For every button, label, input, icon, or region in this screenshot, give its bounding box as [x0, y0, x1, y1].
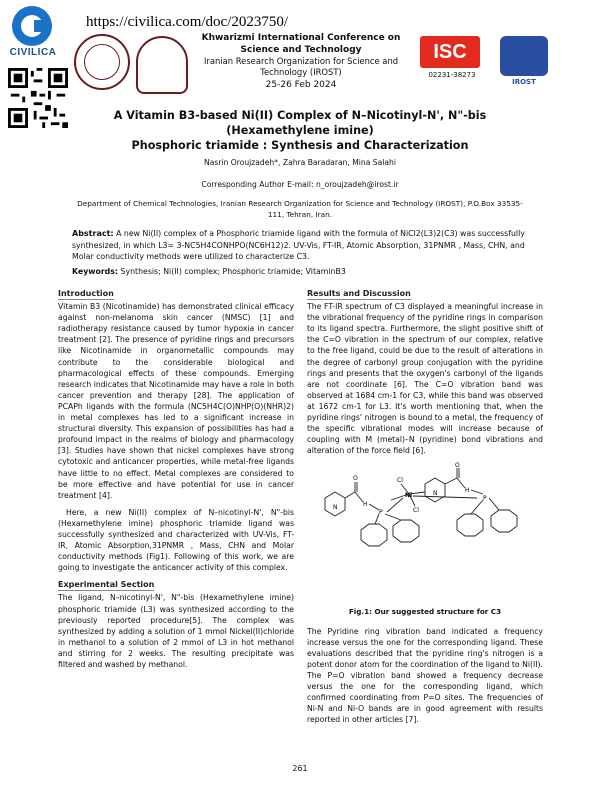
introduction-heading: Introduction: [58, 288, 114, 300]
carbonyl-o-left: O: [353, 475, 358, 483]
document-url[interactable]: https://civilica.com/doc/2023750/: [86, 14, 289, 30]
irost-mark-icon: [500, 36, 548, 76]
keywords-label: Keywords:: [72, 267, 119, 276]
abstract: [72, 228, 542, 263]
abstract-text: A new Ni(II) complex of a Phosphoric triamide ligand with the formula of NiCl2(L3)2(C3) was successfully synthesized, in which L3= 3-NC5H4CONHPO(NC6H12)2. UV-Vis, FT-IR, Atomic Absorption, 31PNMR , Mass, CHN, and Molar conductivity methods were utilized to characterize C3.: [72, 229, 525, 262]
left-column: [58, 288, 294, 676]
affiliation: Department of Chemical Technologies, Iranian Research Organization for Science and Technology (IROST), P.O.Box 33535-111, Tehran, Iran.: [77, 199, 523, 219]
right-azepane-ring-2: [491, 510, 517, 532]
conference-org-line1: Iranian Research Organization for Science and: [203, 56, 399, 66]
amide-h-right: H: [465, 487, 470, 495]
right-column: [307, 288, 543, 731]
introduction-paragraph-2: Here, a new Ni(II) complex of N–nicotinyl-N', N"-bis (Hexamethylene imine) phosphoric triamide ligand was successfully synthesized and characterized with UV-Vis, FT-IR, Atomic Absorption,31PNMR , Mass, CHN and Molar conductivity methods (Fig1). Following of this work, we are going to investigate the anticancer activity of this complex.: [58, 507, 294, 573]
phosphorus-left: P: [379, 509, 383, 517]
conference-title-line2: Science and Technology: [240, 45, 362, 55]
nickel-center: Ni: [405, 492, 413, 500]
experimental-paragraph: The ligand, N–nicotinyl-N', N"-bis (Hexamethylene imine) phosphoric triamide (L3) was synthesized according to the previously reported procedure[5]. The complex was synthesized by adding a solution of 1 mmol Nickel(II)chloride in methanol to a solution of 2 mmol of L3 in hot methanol and stirring for 2 weeks. The resulting precipitate was filtered and washed by methanol.: [58, 593, 294, 669]
phosphorus-right: P: [483, 495, 487, 503]
results-paragraph-2: The Pyridine ring vibration band indicated a frequency increase versus the one for the corresponding ligand. These evaluations described that the pyridine ring's nitrogen is a potent donor atom for the coordination of the ligand to Ni(II). The P=O vibration band showed a frequency decrease versus the one for the corresponding ligand, which confirmed coordinating from P=O sites. The frequencies of Ni-N and Ni-O bands are in good agreement with results reported in other articles [7].: [307, 626, 543, 725]
paper-title: [60, 108, 540, 153]
paper-title-line2: Phosphoric triamide : Synthesis and Characterization: [131, 139, 469, 152]
keywords-text: Synthesis; Ni(II) complex; Phosphoric triamide; VitaminB3: [120, 267, 346, 276]
conference-org-line2: Technology (IROST): [260, 67, 342, 77]
civilica-logo[interactable]: [4, 6, 62, 58]
pyridine-n-right: N: [433, 490, 438, 498]
left-azepane-ring-2: [393, 520, 419, 542]
carbonyl-o-right: O: [455, 462, 460, 470]
introduction-paragraph-1: Vitamin B3 (Nicotinamide) has demonstrated clinical efficacy against non-melanoma skin cancer (NMSC) [1] and radiotherapy resistance caused by tumor hypoxia in cancer treatment [2]. The presence of pyridine rings and precursors like Nicotinamide in organometallic compounds may contribute to the considerable biological and pharmacological effects of these compounds. Emerging research indicates that Nicotinamide may have a role in both cancer prevention and therapy [28]. The application of PCAPh ligands with the formula (NC5H4C(O)NHP(O)(NHR)2) in metal complexes has led to a significant increase in structural diversity. This expansion of possibilities has had a profound impact in the realms of biology and pharmacology [3]. Studies have shown that nickel complexes have strong cytotoxic and anticancer properties, while metal-free ligands have little to no effect. Metal complexes are considered to be more effective and have potential for use in cancer treatment [4].: [58, 302, 294, 500]
irost-label: IROST: [512, 78, 536, 86]
pyridine-n-left: N: [333, 504, 338, 512]
keywords: [72, 266, 542, 277]
khwarizmi-award-icon: [136, 36, 188, 94]
results-heading: Results and Discussion: [307, 288, 411, 300]
experimental-heading: Experimental Section: [58, 579, 154, 591]
structure-diagram: [307, 462, 543, 604]
isc-logo: [420, 36, 484, 86]
chloride-top: Cl: [397, 477, 403, 485]
author-list: Nasrin Oroujzadeh*, Zahra Baradaran, Mina Salahi: [204, 158, 396, 167]
right-azepane-ring-1: [457, 514, 483, 536]
results-paragraph-1: The FT-IR spectrum of C3 displayed a meaningful increase in the vibrational frequency of the pyridine rings in comparison to its ligand spectra. Furthermore, the slight positive shift of the C=O vibration in the spectrum of our complex, relative to the free ligand, could be due to the result of alterations in the degree of carbonyl group conjugation with the pyridine rings and presents that the oxygen's carbonyl of the ligands are not coordinate [6]. The C=O vibration band was observed at 1684 cm-1 for C3, while this band was observed at 1672 cm-1 for L3. It's worth mentioning that, when the pyridine rings' nitrogen is bound to a metal, the frequency of the specific vibrational modes will increase because of coupling with M (metal)–N (pyridine) bond vibrations and alteration of the force field [6].: [307, 302, 543, 456]
amide-h-left: H: [363, 501, 368, 509]
conference-seal-icon: [74, 34, 130, 90]
isc-label: ISC: [420, 36, 480, 68]
chloride-bottom: Cl: [413, 507, 419, 515]
page-number: 261: [292, 764, 308, 773]
corresponding-author: Corresponding Author E-mail: n_oroujzadeh@irost.ir: [201, 180, 399, 189]
paper-title-line1: A Vitamin B3-based Ni(II) Complex of N–Nicotinyl-N', N"-bis (Hexamethylene imine): [113, 109, 487, 137]
conference-info: [200, 32, 402, 91]
left-azepane-ring-1: [361, 524, 387, 546]
figure-caption: Fig.1: Our suggested structure for C3: [348, 607, 502, 617]
isc-code: 02231-38273: [428, 71, 476, 79]
conference-title-line1: Khwarizmi International Conference on: [201, 33, 401, 43]
civilica-mark-icon: [12, 6, 52, 46]
structure-figure: [307, 462, 543, 604]
irost-logo: [496, 36, 552, 92]
qr-code-icon: [8, 68, 68, 128]
abstract-label: Abstract:: [72, 229, 114, 238]
civilica-brand: CIVILICA: [9, 47, 57, 58]
conference-date: 25-26 Feb 2024: [265, 80, 337, 90]
